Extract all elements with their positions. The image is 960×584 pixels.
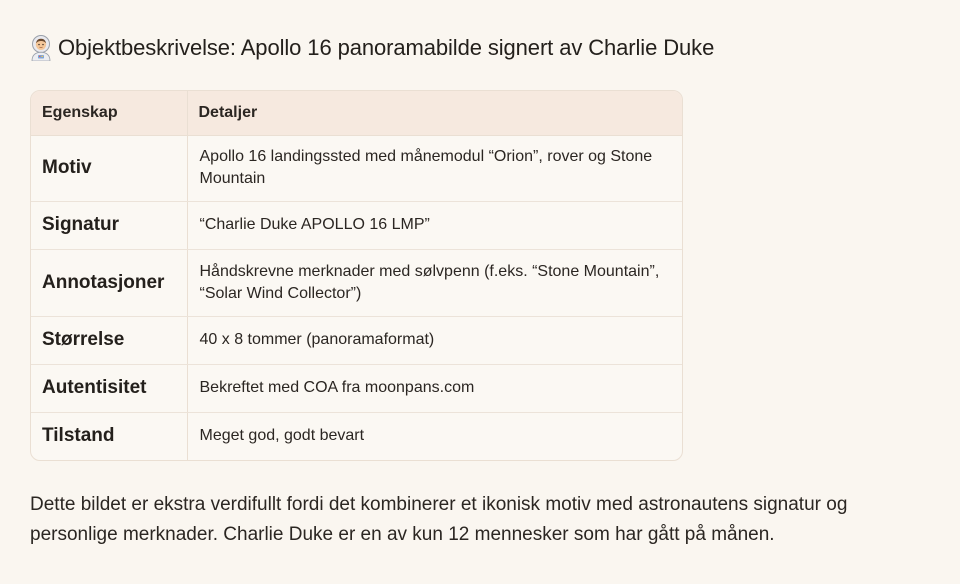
astronaut-icon (30, 35, 52, 61)
table-row (31, 135, 682, 201)
row-value: Apollo 16 landingssted med månemodul “Orion”, rover og Stone Mountain (187, 135, 682, 201)
table-row (31, 412, 682, 460)
row-key: Autentisitet (31, 364, 187, 412)
row-key: Signatur (31, 201, 187, 249)
row-key: Motiv (31, 135, 187, 201)
section-heading (30, 0, 930, 63)
row-key: Størrelse (31, 316, 187, 364)
column-header-details: Detaljer (187, 91, 682, 135)
table-header-row (31, 91, 682, 135)
heading-text: Objektbeskrivelse: Apollo 16 panoramabilde signert av Charlie Duke (58, 35, 715, 60)
row-key: Tilstand (31, 412, 187, 460)
row-value: “Charlie Duke APOLLO 16 LMP” (187, 201, 682, 249)
details-table (30, 90, 683, 461)
summary-paragraph: Dette bildet er ekstra verdifullt fordi det kombinerer et ikonisk motiv med astronautens signatur og personlige merknader. Charlie Duke er en av kun 12 mennesker som har gått på månen. (30, 494, 848, 545)
table-row (31, 364, 682, 412)
document (30, 0, 930, 545)
row-value: Meget god, godt bevart (199, 427, 365, 445)
row-key: Annotasjoner (31, 249, 187, 316)
table-row (31, 201, 682, 249)
row-value: Håndskrevne merknader med sølvpenn (f.eks. “Stone Mountain”, “Solar Wind Collector”) (187, 249, 682, 316)
column-header-property: Egenskap (31, 91, 187, 135)
row-value: Bekreftet med COA fra moonpans.com (187, 364, 682, 412)
table-row (31, 316, 682, 364)
row-value: 40 x 8 tommer (panoramaformat) (187, 316, 682, 364)
table-row (31, 249, 682, 316)
